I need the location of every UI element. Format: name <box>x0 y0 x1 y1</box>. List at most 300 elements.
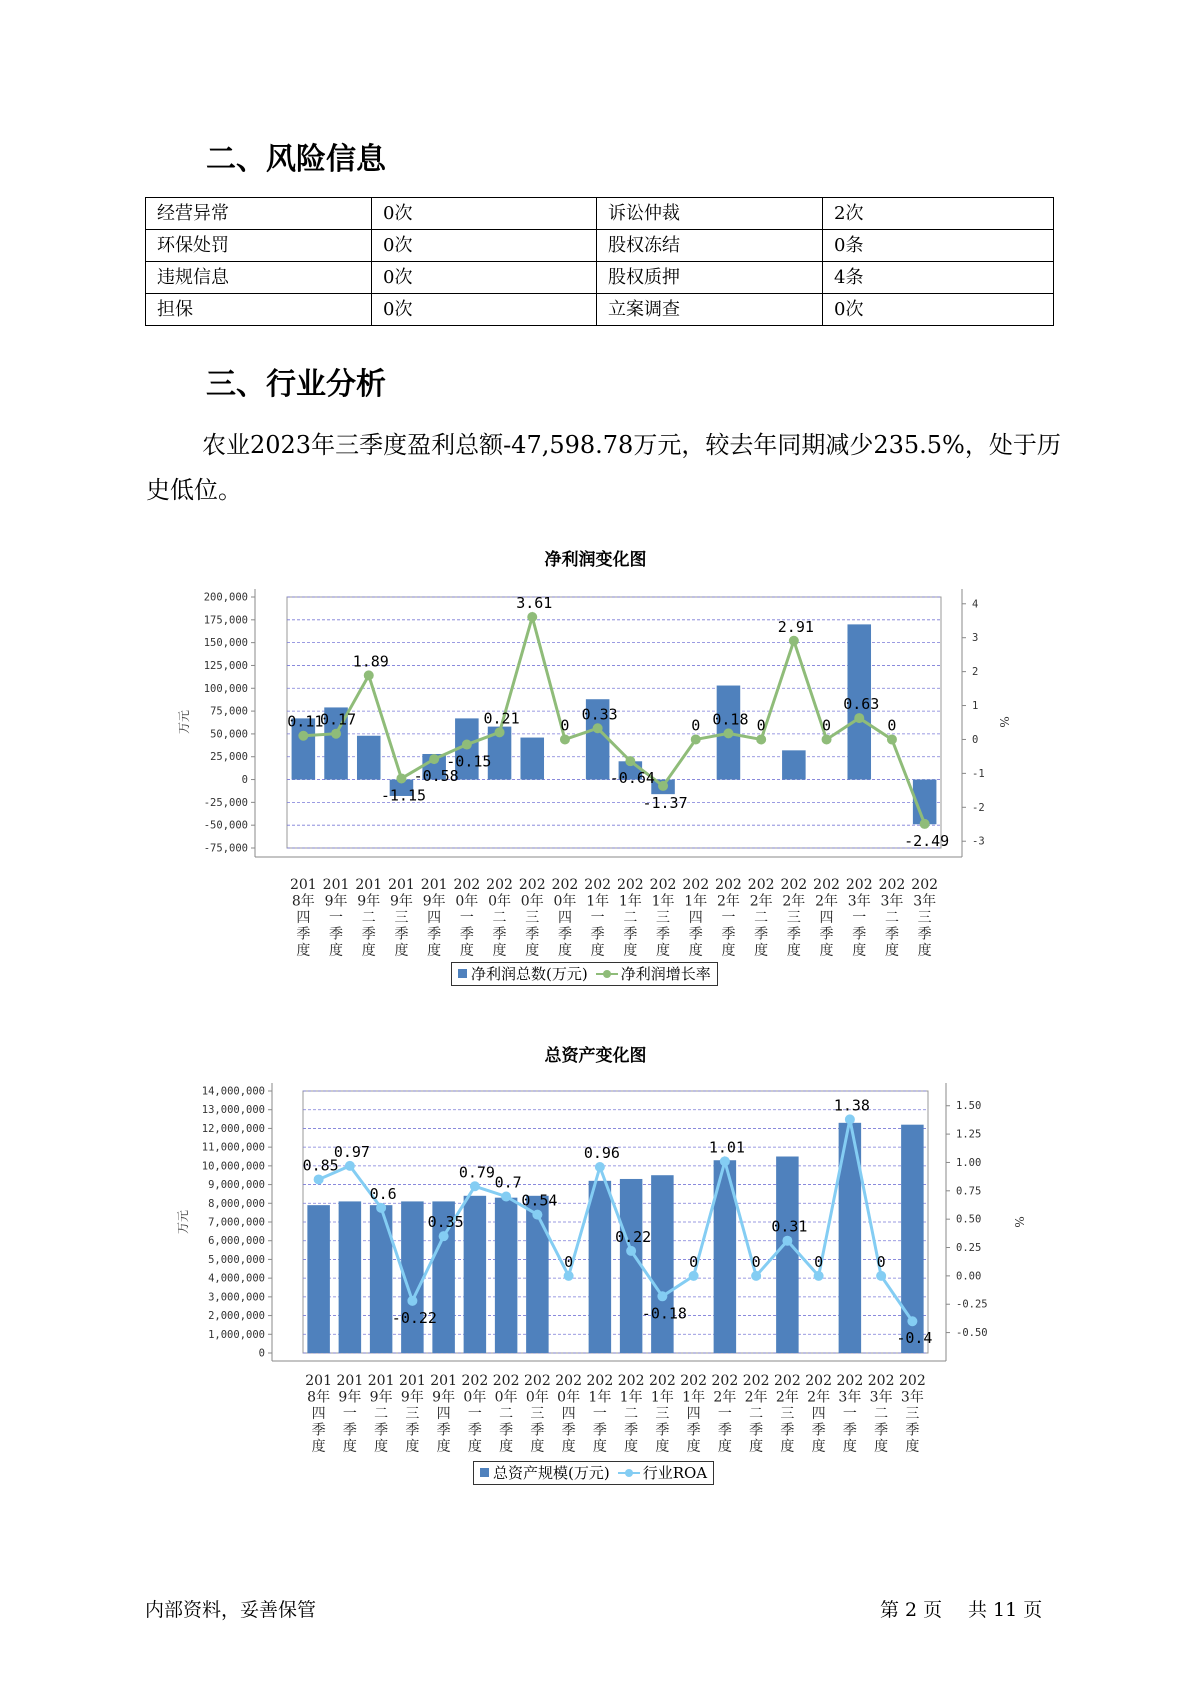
y-tick-label: 11,000,000 <box>201 1141 265 1154</box>
x-tick-label: 三 <box>394 910 409 926</box>
data-label: 0.17 <box>319 710 357 729</box>
y2-tick-label: -1 <box>972 767 985 780</box>
line-point <box>527 612 537 622</box>
x-tick-label: 度 <box>459 943 474 959</box>
data-label: 0.96 <box>583 1143 620 1162</box>
x-tick-label: 四 <box>819 910 834 926</box>
line-point <box>564 1271 574 1281</box>
x-tick-label: 3年 <box>847 893 871 910</box>
x-tick-label: 一 <box>592 1406 607 1422</box>
data-label: 0.97 <box>333 1142 370 1161</box>
x-tick-label: 季 <box>811 1422 826 1439</box>
x-tick-label: 度 <box>786 943 801 959</box>
x-tick-label: 2年 <box>807 1389 831 1406</box>
x-tick-label: 度 <box>754 943 769 959</box>
x-tick-label: 度 <box>492 943 507 959</box>
x-tick-label: 202 <box>742 1373 770 1389</box>
line-point <box>657 1291 667 1301</box>
x-tick-label: 季 <box>342 1422 357 1439</box>
data-label: 0.85 <box>302 1156 339 1175</box>
data-label: 0.18 <box>712 710 749 729</box>
x-tick-label: 202 <box>680 1373 707 1389</box>
y-tick-label: 75,000 <box>210 705 248 718</box>
y-tick-label: 13,000,000 <box>201 1104 265 1117</box>
x-tick-label: 一 <box>717 1406 732 1422</box>
x-tick-label: 202 <box>878 877 906 893</box>
x-tick-label: 202 <box>805 1373 832 1389</box>
data-label: 0.35 <box>427 1213 464 1232</box>
y-tick-label: 8,000,000 <box>208 1197 265 1210</box>
risk-info-table <box>145 197 1054 326</box>
line-point <box>626 1246 636 1256</box>
x-tick-label: 四 <box>557 910 572 926</box>
line-point <box>364 670 374 680</box>
y2-tick-label: 1.00 <box>956 1156 982 1169</box>
risk-label: 股权冻结 <box>597 230 823 262</box>
x-tick-label: 0年 <box>455 893 479 910</box>
x-tick-label: 9年 <box>389 893 413 910</box>
y-tick-label: 5,000,000 <box>208 1253 265 1266</box>
x-tick-label: 度 <box>427 943 442 959</box>
x-tick-label: 202 <box>682 877 710 893</box>
x-tick-label: 0年 <box>553 893 577 910</box>
line-point <box>407 1296 417 1306</box>
x-tick-label: 202 <box>711 1373 739 1389</box>
y-tick-label: 1,000,000 <box>208 1328 265 1341</box>
x-tick-label: 9年 <box>338 1389 362 1406</box>
x-tick-label: 度 <box>884 943 899 959</box>
x-tick-label: 四 <box>296 910 311 926</box>
x-tick-label: 度 <box>405 1439 420 1455</box>
y-tick-label: 175,000 <box>203 614 248 627</box>
x-tick-label: 四 <box>436 1406 451 1422</box>
x-tick-label: 度 <box>592 1439 607 1455</box>
line-point <box>751 1271 761 1281</box>
y2-tick-label: 0.00 <box>956 1270 982 1283</box>
x-tick-label: 1年 <box>684 893 708 910</box>
data-label: -0.4 <box>896 1329 933 1348</box>
x-tick-label: 三 <box>786 910 801 926</box>
x-tick-label: 季 <box>492 926 507 943</box>
x-tick-label: 度 <box>394 943 409 959</box>
x-tick-label: 201 <box>367 1373 395 1389</box>
y2-tick-label: 3 <box>972 632 979 645</box>
x-tick-label: 季 <box>436 1422 451 1439</box>
data-label: 1.38 <box>833 1096 870 1115</box>
x-tick-label: 季 <box>427 926 442 943</box>
data-label: -0.18 <box>641 1304 687 1323</box>
data-label: 3.61 <box>516 594 553 613</box>
y-tick-label: 3,000,000 <box>208 1291 265 1304</box>
x-tick-label: 8年 <box>307 1389 331 1406</box>
x-tick-label: 度 <box>655 1439 670 1455</box>
bar <box>307 1205 330 1353</box>
footer-page-number: 第 2 页 <box>880 1599 943 1621</box>
x-tick-label: 201 <box>289 877 317 893</box>
x-tick-label: 季 <box>819 926 834 943</box>
y-tick-label: 150,000 <box>203 637 248 650</box>
data-label: 0 <box>689 1252 699 1271</box>
x-tick-label: 一 <box>842 1406 857 1422</box>
x-tick-label: 1年 <box>588 1389 612 1406</box>
line-point <box>782 1236 792 1246</box>
data-label: -0.22 <box>391 1308 437 1327</box>
line-point <box>396 773 406 783</box>
x-tick-label: 度 <box>688 943 703 959</box>
x-tick-label: 二 <box>884 910 899 926</box>
y-tick-label: -50,000 <box>203 819 248 832</box>
x-tick-label: 8年 <box>291 893 315 910</box>
risk-label: 环保处罚 <box>146 230 372 262</box>
x-tick-label: 度 <box>590 943 605 959</box>
x-tick-label: 季 <box>655 1422 670 1439</box>
risk-value: 0次 <box>372 230 597 262</box>
x-tick-label: 季 <box>311 1422 326 1439</box>
x-tick-label: 2年 <box>713 1389 737 1406</box>
y-tick-label: -75,000 <box>203 842 248 855</box>
x-tick-label: 一 <box>590 910 605 926</box>
x-tick-label: 2年 <box>749 893 773 910</box>
x-tick-label: 度 <box>717 1439 732 1455</box>
x-tick-label: 0年 <box>525 1389 549 1406</box>
data-label: 0 <box>560 716 570 735</box>
footer-confidential: 内部资料，妥善保管 <box>145 1599 317 1621</box>
y2-tick-label: 4 <box>972 598 979 611</box>
x-tick-label: 202 <box>617 1373 645 1389</box>
x-tick-label: 202 <box>551 877 579 893</box>
line-point <box>920 819 930 829</box>
x-tick-label: 二 <box>492 910 507 926</box>
y2-tick-label: -2 <box>972 801 985 814</box>
x-tick-label: 季 <box>917 926 932 943</box>
x-tick-label: 202 <box>780 877 808 893</box>
x-tick-label: 202 <box>836 1373 864 1389</box>
x-tick-label: 季 <box>754 926 769 943</box>
data-label: 0 <box>822 716 832 735</box>
y2-tick-label: 0.25 <box>956 1242 982 1255</box>
line-point <box>376 1203 386 1213</box>
x-tick-label: 202 <box>911 877 939 893</box>
net-profit-chart <box>0 565 1191 959</box>
x-tick-label: 3年 <box>913 893 937 910</box>
x-tick-label: 202 <box>524 1373 551 1389</box>
x-tick-label: 9年 <box>422 893 446 910</box>
x-tick-label: 季 <box>561 1422 576 1439</box>
x-tick-label: 度 <box>917 943 932 959</box>
legend-bar-swatch <box>480 1468 489 1477</box>
data-label: 0 <box>756 716 766 735</box>
x-tick-label: 9年 <box>357 893 381 910</box>
y-tick-label: 25,000 <box>210 751 248 764</box>
risk-value: 0次 <box>372 198 597 230</box>
x-tick-label: 季 <box>405 1422 420 1439</box>
x-tick-label: 1年 <box>651 893 675 910</box>
data-label: 0 <box>814 1252 824 1271</box>
x-tick-label: 202 <box>584 877 612 893</box>
x-tick-label: 季 <box>590 926 605 943</box>
line-point <box>462 740 472 750</box>
x-tick-label: 1年 <box>586 893 610 910</box>
bar <box>782 750 806 779</box>
data-label: 0.21 <box>483 709 520 728</box>
x-tick-label: 季 <box>749 1422 764 1439</box>
line-point <box>691 734 701 744</box>
chart-title-net-profit: 净利润变化图 <box>544 550 647 570</box>
bar <box>520 738 544 780</box>
x-tick-label: 季 <box>459 926 474 943</box>
y-tick-label: 50,000 <box>210 728 248 741</box>
x-tick-label: 202 <box>555 1373 582 1389</box>
y2-tick-label: 1 <box>972 700 979 713</box>
x-tick-label: 度 <box>623 943 638 959</box>
section-heading-risk: 二、风险信息 <box>206 142 386 177</box>
x-tick-label: 度 <box>467 1439 482 1455</box>
x-tick-label: 3年 <box>869 1389 893 1406</box>
line-point <box>501 1191 511 1201</box>
line-point <box>756 734 766 744</box>
x-tick-label: 度 <box>436 1439 451 1455</box>
x-tick-label: 1年 <box>618 893 642 910</box>
data-label: 0.33 <box>581 705 618 724</box>
x-tick-label: 季 <box>530 1422 545 1439</box>
chart-title-total-assets: 总资产变化图 <box>544 1046 647 1066</box>
bar <box>357 736 381 780</box>
y-tick-label: 125,000 <box>203 659 248 672</box>
x-tick-label: 度 <box>656 943 671 959</box>
bar <box>776 1157 799 1354</box>
line-point <box>298 731 308 741</box>
x-tick-label: 202 <box>845 877 873 893</box>
x-tick-label: 度 <box>721 943 736 959</box>
line-point <box>560 734 570 744</box>
bar <box>339 1201 362 1353</box>
line-point <box>720 1156 730 1166</box>
x-tick-label: 3年 <box>838 1389 862 1406</box>
x-tick-label: 二 <box>874 1406 889 1422</box>
line-point <box>429 754 439 764</box>
x-tick-label: 201 <box>322 877 350 893</box>
bar <box>651 1175 674 1353</box>
legend-bar-swatch <box>458 969 467 978</box>
x-tick-label: 度 <box>342 1439 357 1455</box>
x-tick-label: 1年 <box>650 1389 674 1406</box>
data-label: -0.64 <box>609 769 655 788</box>
data-label: 0 <box>564 1252 574 1271</box>
line-point <box>331 729 341 739</box>
y-tick-label: 200,000 <box>203 591 248 604</box>
x-tick-label: 季 <box>361 926 376 943</box>
y2-tick-label: 2 <box>972 666 979 679</box>
x-tick-label: 一 <box>342 1406 357 1422</box>
x-tick-label: 季 <box>525 926 540 943</box>
x-tick-label: 一 <box>852 910 867 926</box>
line-point <box>595 1162 605 1172</box>
legend-label: 净利润增长率 <box>620 965 711 983</box>
x-tick-label: 3年 <box>880 893 904 910</box>
x-tick-label: 季 <box>688 926 703 943</box>
x-tick-label: 季 <box>842 1422 857 1439</box>
x-tick-label: 201 <box>430 1373 457 1389</box>
x-tick-label: 季 <box>656 926 671 943</box>
x-tick-label: 度 <box>852 943 867 959</box>
x-tick-label: 202 <box>649 1373 676 1389</box>
total-assets-chart <box>0 1065 1191 1465</box>
x-tick-label: 202 <box>867 1373 895 1389</box>
data-label: 0.11 <box>287 712 324 731</box>
x-tick-label: 四 <box>688 910 703 926</box>
x-tick-label: 202 <box>616 877 644 893</box>
x-tick-label: 度 <box>624 1439 639 1455</box>
x-tick-label: 202 <box>492 1373 520 1389</box>
data-label: 2.91 <box>777 617 814 636</box>
x-tick-label: 202 <box>649 877 677 893</box>
legend-line-swatch <box>596 969 618 979</box>
chart-legend-total-assets <box>473 1461 714 1485</box>
x-tick-label: 度 <box>525 943 540 959</box>
y-tick-label: -25,000 <box>203 796 248 809</box>
x-tick-label: 度 <box>811 1439 826 1455</box>
x-tick-label: 季 <box>624 1422 639 1439</box>
data-label: 0 <box>876 1252 886 1271</box>
x-tick-label: 度 <box>842 1439 857 1455</box>
x-tick-label: 三 <box>530 1406 545 1422</box>
line-point <box>345 1161 355 1171</box>
y2-tick-label: -0.50 <box>956 1327 988 1340</box>
y-tick-label: 10,000,000 <box>201 1160 265 1173</box>
x-tick-label: 202 <box>899 1373 926 1389</box>
section-heading-industry: 三、行业分析 <box>206 367 386 402</box>
x-tick-label: 季 <box>329 926 344 943</box>
line-point <box>887 734 897 744</box>
x-tick-label: 三 <box>525 910 540 926</box>
data-label: 0 <box>691 716 701 735</box>
legend-line-swatch <box>618 1468 640 1478</box>
line-point <box>532 1210 542 1220</box>
y-tick-label: 0 <box>258 1347 265 1360</box>
x-tick-label: 9年 <box>400 1389 424 1406</box>
line-point <box>789 636 799 646</box>
y-tick-label: 2,000,000 <box>208 1310 265 1323</box>
bar <box>620 1179 643 1353</box>
line-point <box>822 734 832 744</box>
x-tick-label: 9年 <box>432 1389 456 1406</box>
legend-label: 行业ROA <box>642 1464 708 1482</box>
x-tick-label: 二 <box>623 910 638 926</box>
x-tick-label: 201 <box>388 877 415 893</box>
x-tick-label: 一 <box>721 910 736 926</box>
data-label: 1.89 <box>352 652 389 671</box>
x-tick-label: 2年 <box>775 1389 799 1406</box>
x-tick-label: 一 <box>459 910 474 926</box>
x-tick-label: 度 <box>311 1439 326 1455</box>
line-point <box>593 723 603 733</box>
x-tick-label: 度 <box>296 943 311 959</box>
y-tick-label: 100,000 <box>203 682 248 695</box>
risk-label: 股权质押 <box>597 262 823 294</box>
x-tick-label: 季 <box>499 1422 514 1439</box>
risk-label: 诉讼仲裁 <box>597 198 823 230</box>
x-tick-label: 0年 <box>520 893 544 910</box>
x-tick-label: 202 <box>518 877 546 893</box>
x-tick-label: 四 <box>811 1406 826 1422</box>
x-tick-label: 1年 <box>682 1389 706 1406</box>
y2-tick-label: 0 <box>972 733 979 746</box>
x-tick-label: 2年 <box>716 893 740 910</box>
x-tick-label: 0年 <box>557 1389 581 1406</box>
risk-value: 0次 <box>823 294 1054 326</box>
line-point <box>470 1181 480 1191</box>
y2-tick-label: 0.75 <box>956 1185 982 1198</box>
data-label: 1.01 <box>708 1138 745 1157</box>
risk-value: 2次 <box>823 198 1054 230</box>
y-tick-label: 7,000,000 <box>208 1216 265 1229</box>
footer-page-total: 共 11 页 <box>968 1599 1043 1621</box>
x-tick-label: 度 <box>530 1439 545 1455</box>
table-row <box>146 230 1054 262</box>
x-tick-label: 201 <box>336 1373 364 1389</box>
y2-tick-label: -0.25 <box>956 1298 988 1311</box>
x-tick-label: 0年 <box>463 1389 487 1406</box>
data-label: -0.15 <box>446 752 492 771</box>
x-tick-label: 季 <box>557 926 572 943</box>
line-point <box>907 1316 917 1326</box>
x-tick-label: 201 <box>355 877 383 893</box>
x-tick-label: 度 <box>780 1439 795 1455</box>
data-label: 0.79 <box>458 1163 495 1182</box>
legend-label: 净利润总数(万元) <box>471 965 588 983</box>
data-label: 0 <box>751 1252 761 1271</box>
bar <box>589 1181 612 1353</box>
x-tick-label: 季 <box>884 926 899 943</box>
risk-value: 0次 <box>372 294 597 326</box>
x-tick-label: 度 <box>819 943 834 959</box>
x-tick-label: 二 <box>749 1406 764 1422</box>
y2-tick-label: 0.50 <box>956 1213 982 1226</box>
x-tick-label: 201 <box>420 877 448 893</box>
table-row <box>146 262 1054 294</box>
x-tick-label: 度 <box>561 1439 576 1455</box>
x-tick-label: 度 <box>557 943 572 959</box>
y-axis-title: 万元 <box>177 709 191 735</box>
line-point <box>854 713 864 723</box>
line-point <box>314 1174 324 1184</box>
x-tick-label: 三 <box>405 1406 420 1422</box>
legend-label: 总资产规模(万元) <box>493 1464 610 1482</box>
chart-legend-net-profit <box>451 962 718 986</box>
x-tick-label: 三 <box>905 1406 920 1422</box>
x-tick-label: 季 <box>296 926 311 943</box>
x-tick-label: 201 <box>305 1373 332 1389</box>
x-tick-label: 四 <box>686 1406 701 1422</box>
x-tick-label: 季 <box>623 926 638 943</box>
risk-label: 立案调查 <box>597 294 823 326</box>
x-tick-label: 四 <box>427 910 442 926</box>
x-tick-label: 201 <box>399 1373 426 1389</box>
x-tick-label: 二 <box>754 910 769 926</box>
x-tick-label: 三 <box>655 1406 670 1422</box>
x-tick-label: 三 <box>656 910 671 926</box>
x-tick-label: 202 <box>715 877 742 893</box>
x-tick-label: 9年 <box>369 1389 393 1406</box>
y-tick-label: 6,000,000 <box>208 1235 265 1248</box>
x-tick-label: 度 <box>361 943 376 959</box>
x-tick-label: 2年 <box>744 1389 768 1406</box>
data-label: -2.49 <box>904 831 950 850</box>
line-point <box>814 1271 824 1281</box>
y2-tick-label: 1.50 <box>956 1100 982 1113</box>
x-tick-label: 202 <box>486 877 513 893</box>
x-tick-label: 二 <box>624 1406 639 1422</box>
